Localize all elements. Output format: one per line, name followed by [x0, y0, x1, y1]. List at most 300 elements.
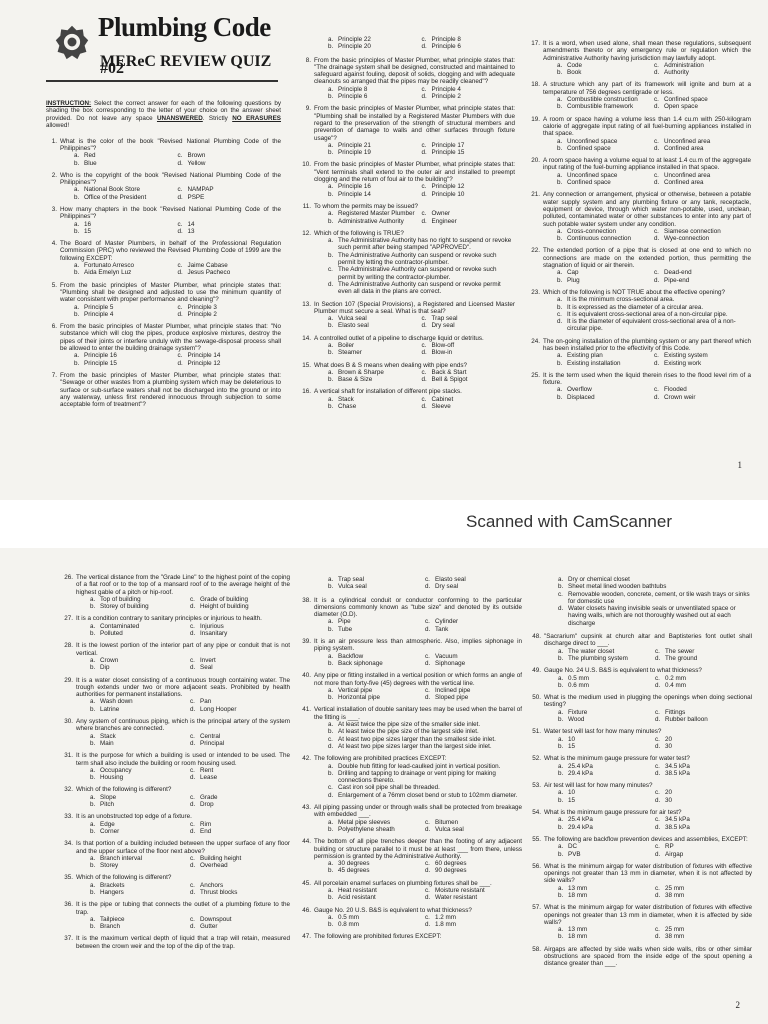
choice-letter: a. [90, 881, 96, 889]
answer-choices [62, 733, 290, 748]
answer-choice [558, 851, 655, 858]
answer-choices [530, 709, 752, 724]
choice-text: Building height [200, 854, 242, 862]
choice-letter: b. [328, 403, 334, 411]
choice-text: Grade [200, 793, 218, 801]
choice-text: Administration [664, 61, 704, 69]
instruction-text: Select the correct answer for each of the following questions by shading the box corresponding to the letter of your choice on the answer sheet provided. Do not leave any space [46, 100, 281, 122]
question-number: 39. [302, 638, 311, 646]
answer-choice [425, 694, 522, 701]
question-item [529, 157, 751, 186]
question-item [62, 677, 290, 713]
answer-choice [328, 721, 522, 728]
answer-choice [558, 926, 655, 933]
question-number: 9. [305, 105, 311, 113]
answer-choice [90, 774, 190, 781]
choice-text: 1.2 mm [435, 913, 456, 921]
question-stem [300, 161, 515, 183]
question-number: 54. [532, 809, 541, 817]
answer-choices [530, 648, 752, 663]
answer-choice [557, 228, 654, 235]
question-stem [300, 230, 515, 237]
answer-choice [655, 797, 752, 804]
choice-letter: c. [421, 141, 427, 149]
choice-text: Principal [200, 739, 225, 747]
choice-text: 0.4 mm [665, 681, 686, 689]
question-number: 47. [302, 933, 311, 941]
page-number: 1 [737, 460, 742, 470]
question-text: It is the term used when the liquid therein rises to the flood level rim of a fixture. [543, 371, 751, 387]
choice-letter: a. [328, 721, 334, 729]
choice-text: Corner [100, 827, 120, 835]
choice-text: Principle 4 [84, 310, 114, 318]
question-number: 46. [302, 906, 311, 914]
question-stem [300, 362, 515, 369]
choice-letter: b. [74, 269, 80, 277]
answer-choice [558, 797, 655, 804]
choice-letter: a. [328, 860, 334, 868]
answer-choice [655, 816, 752, 823]
question-item [300, 638, 522, 667]
answer-choices [300, 653, 522, 668]
choice-text: Branch interval [100, 854, 142, 862]
answer-choice [557, 296, 751, 303]
choice-text: Gutter [200, 923, 218, 931]
answer-choice [422, 349, 516, 356]
answer-choice [425, 687, 522, 694]
choice-text: Wash down [100, 698, 133, 706]
choice-text: Anchors [200, 881, 224, 889]
choice-letter: c. [177, 262, 183, 270]
choice-text: Central [200, 732, 221, 740]
answer-choice [558, 843, 655, 850]
choice-text: 34.5 kPa [665, 816, 690, 824]
answer-choices [300, 721, 522, 750]
question-text: From the basic principles of Master Plumber, what principle states that: "Sewage or other wastes from a plumbing system which may be deleterious to surface or sub-surface waters shall not be discharged into the ground or into any waterway, unless first rendered innocuous through subjection to some acceptable form of treatment"? [60, 371, 281, 409]
choice-letter: b. [90, 603, 96, 611]
question-item [62, 752, 290, 781]
choice-letter: a. [90, 732, 96, 740]
choice-text: Jesus Pacheco [187, 269, 231, 277]
answer-choice [425, 660, 522, 667]
choice-text: It is equivalent cross-sectional area of a non-circular pipe. [567, 310, 728, 318]
choice-text: Chase [338, 403, 357, 411]
question-item [530, 728, 752, 750]
question-stem [62, 642, 290, 657]
answer-choices [300, 237, 515, 295]
question-text: It is an unobstructed top edge of a fixture. [76, 813, 192, 821]
choice-text: Fittings [665, 708, 686, 716]
scanner-banner [0, 500, 768, 548]
choice-letter: a. [328, 618, 334, 626]
choice-letter: c. [425, 818, 430, 826]
choice-text: Horizontal pipe [338, 694, 381, 702]
question-text: A room or space having a volume less than 1.4 cu.m with 250-kilogram calorie of aggregate input rating of all fuel-burning appliances installed in that space. [543, 115, 751, 138]
choice-text: Edge [100, 820, 115, 828]
question-item [529, 289, 751, 333]
answer-choice [422, 369, 516, 376]
choice-letter: d. [654, 393, 660, 401]
choice-text: Principle 16 [84, 352, 117, 360]
page1-column-2 [300, 36, 515, 415]
choice-text: Confined space [567, 179, 611, 187]
choice-letter: c. [190, 881, 195, 889]
continued-options [300, 576, 522, 591]
choice-text: It is the minimum cross-sectional area. [567, 296, 675, 304]
choice-letter: b. [328, 583, 334, 591]
question-text: Any system of continuous piping, which is the principal artery of the system where branches are connected. [76, 718, 290, 733]
question-number: 15. [302, 361, 311, 369]
choice-letter: a. [558, 789, 564, 797]
answer-choice [328, 376, 422, 383]
answer-choice [90, 855, 190, 862]
instruction-label: INSTRUCTION: [46, 100, 92, 107]
question-text: How many chapters in the book "Revised National Plumbing Code of the Philippines"? [60, 206, 281, 221]
answer-choice [90, 657, 190, 664]
choice-letter: c. [421, 368, 427, 376]
question-number: 42. [302, 755, 311, 763]
choice-text: Dead-end [664, 269, 692, 277]
answer-choice [557, 96, 654, 103]
choice-letter: a. [328, 818, 334, 826]
choice-letter: c. [425, 686, 430, 694]
choice-text: Long Hooper [200, 705, 237, 713]
question-text: Is that portion of a building included between the upper surface of any floor and the upper surface of the floor next above? [76, 840, 290, 855]
choice-text: Backflow [338, 652, 364, 660]
answer-choice [328, 687, 425, 694]
choice-text: 60 degrees [435, 860, 467, 868]
choice-letter: b. [90, 827, 96, 835]
choice-letter: d. [421, 376, 427, 384]
answer-choice [557, 311, 751, 318]
choice-letter: b. [558, 716, 564, 724]
choice-letter: a. [74, 262, 80, 270]
answer-choice [190, 706, 290, 713]
choice-letter: c. [177, 303, 183, 311]
question-text: What is the color of the book "Revised National Plumbing Code of the Philippines"? [60, 137, 281, 152]
question-stem [300, 804, 522, 819]
question-number: 24. [531, 337, 540, 345]
question-number: 4. [51, 240, 57, 248]
answer-choices [62, 657, 290, 672]
choice-text: Enlargement of a 76mm closet bend or stub to 102mm diameter. [338, 791, 518, 799]
question-text: Which of the following is different? [76, 874, 172, 882]
question-text: From the basic principles of Master Plumber, what principle states that: "Plumbing shall be designed and adjusted to use the minimum quantity of water consistent with proper performance and cleaning"? [60, 281, 281, 304]
question-stem [300, 203, 515, 210]
choice-text: Vertical pipe [338, 686, 373, 694]
choice-letter: b. [328, 867, 334, 875]
question-text: The bottom of all pipe trenches deeper than the footing of any adjacent building or structure parallel to it must be at least ___ from there, unless permission is granted by the Administrative Authority. [314, 838, 522, 860]
answer-choice [328, 281, 515, 296]
answer-choice [328, 770, 522, 785]
answer-choice [190, 767, 290, 774]
question-number: 35. [64, 874, 73, 882]
choice-letter: a. [328, 183, 334, 191]
choice-letter: d. [654, 276, 660, 284]
choice-letter: c. [421, 341, 427, 349]
choice-text: Seal [200, 664, 213, 672]
choice-text: Code [567, 61, 583, 69]
choice-text: Trap seal [431, 315, 458, 323]
choice-letter: b. [90, 923, 96, 931]
choice-letter: a. [328, 341, 334, 349]
question-item [530, 782, 752, 804]
question-item [300, 672, 522, 701]
choice-text: The water closet [568, 647, 615, 655]
answer-choice [90, 596, 190, 603]
choice-text: 15 [84, 227, 92, 235]
choice-letter: d. [421, 322, 427, 330]
answer-choice [178, 269, 282, 276]
choice-text: Principle 15 [84, 359, 117, 367]
choice-letter: c. [654, 386, 659, 394]
question-item [300, 706, 522, 750]
choice-text: 0.5 mm [568, 674, 589, 682]
question-list [529, 40, 751, 401]
answer-choice [422, 322, 516, 329]
choice-text: The Administrative Authority can suspend or revoke such permit by letting the contractor-plumber. [338, 251, 497, 267]
choice-letter: d. [421, 43, 427, 51]
choice-letter: b. [90, 888, 96, 896]
question-item [530, 946, 752, 968]
instruction-keyword-unanswered: UNANSWERED [156, 114, 203, 122]
question-number: 29. [64, 676, 73, 684]
choice-letter: c. [190, 854, 195, 862]
question-text: A room space having a volume equal to at least 1.4 cu.m of the aggregate input rating of the fuel-burning appliance installed in that space. [543, 157, 751, 172]
question-number: 26. [64, 574, 73, 581]
choice-letter: b. [74, 193, 80, 201]
answer-choice [425, 826, 522, 833]
choice-letter: d. [421, 190, 427, 198]
choice-letter: d. [190, 630, 196, 638]
choice-letter: d. [655, 654, 661, 662]
question-stem [300, 907, 522, 914]
choice-letter: b. [557, 303, 563, 311]
choice-text: Brown [187, 152, 206, 160]
answer-choice [328, 349, 422, 356]
choice-text: The Administrative Authority has no right to suspend or revoke such permit after being stamped "APPROVED". [338, 237, 512, 252]
question-stem [530, 667, 752, 674]
choice-text: Principle 12 [187, 359, 221, 367]
answer-choice [425, 867, 522, 874]
choice-text: Stack [338, 395, 354, 403]
choice-letter: d. [177, 193, 183, 201]
choice-text: Fortunato Arresco [84, 262, 135, 270]
choice-text: Overflow [567, 386, 592, 394]
question-stem [300, 755, 522, 762]
choice-text: Heat resistant [338, 886, 377, 894]
answer-choice [90, 923, 190, 930]
choice-text: Insanitary [200, 630, 228, 638]
choice-text: Sleeve [431, 403, 451, 411]
answer-choices [300, 315, 515, 330]
choice-text: Pitch [100, 801, 114, 809]
choice-letter: b. [557, 359, 563, 367]
question-text: All porcelain enamel surfaces on plumbing fixtures shall be ___. [314, 879, 492, 887]
answer-choices [300, 860, 522, 875]
choice-text: Administrative Authority [338, 217, 404, 225]
answer-choice [74, 262, 178, 269]
choice-letter: c. [654, 96, 659, 104]
answer-choice [190, 923, 290, 930]
answer-choices [46, 352, 281, 367]
choice-text: Airgap [665, 850, 684, 858]
question-text: What is the minimum airgap for water distribution of fixtures with effective openings not greater than 13 mm in diameter, when it is affected by side walls? [544, 904, 752, 926]
choice-text: Storey [100, 862, 119, 870]
answer-choice [328, 149, 422, 156]
choice-text: It is expressed as the diameter of a circular area. [567, 303, 704, 311]
choice-letter: a. [328, 141, 334, 149]
question-number: 13. [302, 300, 311, 308]
choice-letter: d. [655, 850, 661, 858]
choice-letter: a. [90, 915, 96, 923]
choice-letter: a. [328, 210, 334, 218]
question-text: Which of the following is different? [76, 786, 172, 794]
quiz-header [46, 12, 281, 96]
choice-text: Grade of building [200, 595, 248, 603]
answer-choice [328, 93, 422, 100]
choice-text: Wood [568, 716, 585, 724]
answer-choice [328, 660, 425, 667]
answer-choice [422, 396, 516, 403]
answer-choice [425, 921, 522, 928]
question-item [62, 615, 290, 637]
choice-letter: d. [557, 318, 563, 326]
choice-text: At least twice the pipe size of the largest side inlet. [338, 728, 479, 736]
choice-text: Open space [664, 103, 698, 111]
question-number: 45. [302, 879, 311, 887]
choice-text: Invert [200, 656, 216, 664]
choice-letter: a. [558, 816, 564, 824]
answer-choice [190, 821, 290, 828]
answer-choice [90, 801, 190, 808]
choice-text: Fixture [568, 708, 588, 716]
choice-text: Water resistant [435, 894, 478, 902]
choice-text: Boiler [338, 341, 355, 349]
choice-letter: b. [557, 276, 563, 284]
answer-choice [190, 916, 290, 923]
choice-letter: b. [558, 891, 564, 899]
answer-choice [654, 269, 751, 276]
question-item [530, 694, 752, 723]
choice-letter: d. [425, 825, 431, 833]
answer-choices [300, 618, 522, 633]
choice-text: 25.4 kPa [568, 762, 593, 770]
answer-choice [178, 221, 282, 228]
answer-choice [557, 62, 654, 69]
question-number: 2. [51, 171, 57, 179]
question-item [300, 755, 522, 799]
choice-letter: c. [190, 698, 195, 706]
answer-choice [557, 235, 654, 242]
choice-letter: b. [328, 376, 334, 384]
question-text: The following are prohibited practices EXCEPT: [314, 755, 447, 763]
answer-choices [62, 882, 290, 897]
answer-choices [46, 152, 281, 167]
choice-letter: a. [328, 576, 334, 583]
choice-letter: a. [558, 647, 564, 655]
choice-letter: a. [557, 386, 563, 394]
choice-letter: d. [177, 359, 183, 367]
choice-letter: c. [421, 315, 427, 323]
answer-choice [655, 933, 752, 940]
answer-choice [74, 304, 178, 311]
page1-column-1 [46, 12, 281, 413]
question-text: Water test will last for how many minutes? [544, 728, 662, 736]
choice-letter: d. [655, 933, 661, 941]
answer-choice [328, 576, 425, 583]
choice-text: Height of building [200, 603, 249, 611]
choice-text: Aida Emelyn Luz [84, 269, 132, 277]
answer-choice [328, 43, 422, 50]
question-stem [530, 946, 752, 968]
question-stem [530, 755, 752, 762]
answer-choice [557, 138, 654, 145]
answer-choice [74, 269, 178, 276]
choice-letter: b. [90, 630, 96, 638]
header-divider [46, 80, 278, 82]
choice-letter: c. [328, 735, 333, 743]
choice-text: Vacuum [435, 652, 458, 660]
choice-text: 0.8 mm [338, 921, 359, 929]
answer-choice [190, 774, 290, 781]
choice-letter: a. [90, 656, 96, 664]
question-item [46, 240, 281, 276]
answer-choice [655, 675, 752, 682]
question-item [300, 838, 522, 874]
choice-text: Principle 15 [431, 149, 465, 157]
answer-choice [558, 736, 655, 743]
question-number: 32. [64, 786, 73, 794]
choice-text: Base & Size [338, 376, 373, 384]
choice-text: Dry or chemical closet [568, 576, 630, 583]
choice-text: Drop [200, 801, 214, 809]
choice-text: Polyethylene sheath [338, 825, 395, 833]
answer-choice [422, 210, 516, 217]
answer-choices [62, 698, 290, 713]
question-number: 43. [302, 804, 311, 812]
question-number: 12. [302, 229, 311, 237]
question-number: 37. [64, 935, 73, 943]
choice-letter: d. [655, 891, 661, 899]
question-stem [62, 935, 290, 950]
choice-letter: c. [655, 762, 660, 770]
question-stem [300, 933, 522, 940]
question-stem [62, 813, 290, 820]
choice-letter: c. [654, 352, 659, 360]
choice-letter: c. [190, 820, 195, 828]
question-text: From the basic principles of Master Plumber, what principle states that: "Vent terminals shall extend to the outer air and installed to preempt clogging and the return of foul air to the building"? [314, 161, 515, 184]
choice-letter: b. [558, 796, 564, 804]
choice-letter: c. [421, 395, 427, 403]
choice-text: Registered Master Plumber [338, 210, 415, 218]
question-item [530, 809, 752, 831]
choice-text: Principle 4 [431, 85, 461, 93]
answer-choice [178, 194, 282, 201]
choice-text: Existing installation [567, 359, 621, 367]
answer-choice [74, 186, 178, 193]
question-number: 28. [64, 642, 73, 650]
choice-text: Sloped pipe [435, 694, 469, 702]
choice-text: End [200, 827, 212, 835]
answer-choices [62, 623, 290, 638]
choice-letter: b. [90, 705, 96, 713]
choice-letter: a. [558, 735, 564, 743]
choice-text: At least two pipe sizes larger than the largest side inlet. [338, 742, 492, 750]
answer-choices [300, 819, 522, 834]
question-stem [530, 728, 752, 735]
choice-text: Housing [100, 774, 124, 782]
